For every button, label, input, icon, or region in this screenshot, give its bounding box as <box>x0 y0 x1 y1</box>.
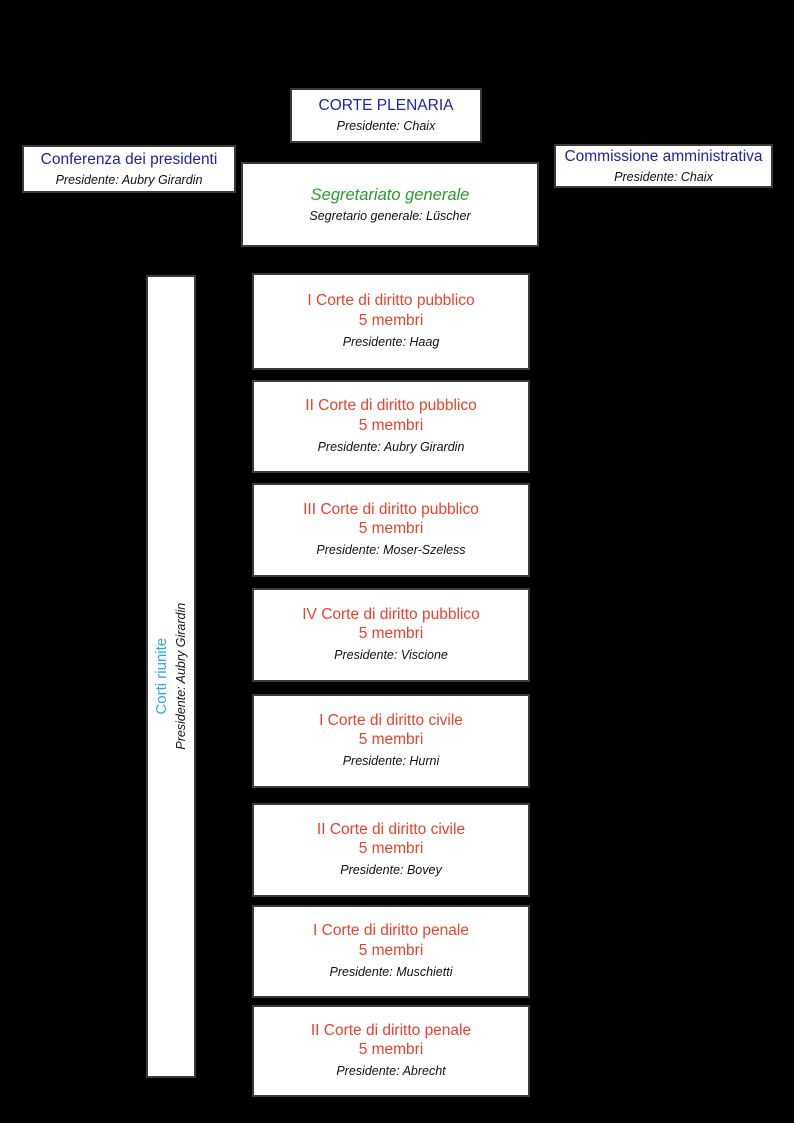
court-box-penal-law-2 <box>252 1005 530 1097</box>
court-members: 5 membri <box>358 625 424 643</box>
court-president: Presidente: Muschietti <box>329 964 453 979</box>
court-box-public-law-3 <box>252 483 530 577</box>
court-members: 5 membri <box>358 416 424 434</box>
court-president: Presidente: Haag <box>342 334 440 349</box>
administrative-commission-title: Commissione amministrativa <box>564 147 763 165</box>
plenary-court-box <box>290 88 482 143</box>
general-secretariat-secretary: Segretario generale: Lüscher <box>309 209 471 224</box>
court-president: Presidente: Moser-Szeless <box>316 543 466 558</box>
court-box-public-law-2 <box>252 380 530 473</box>
court-members: 5 membri <box>358 731 424 749</box>
court-members: 5 membri <box>358 840 424 858</box>
court-president: Presidente: Aubry Girardin <box>317 439 465 454</box>
court-title: II Corte di diritto penale <box>310 1021 472 1039</box>
court-president: Presidente: Abrecht <box>336 1064 446 1079</box>
court-box-public-law-1 <box>252 273 530 370</box>
court-members: 5 membri <box>358 1041 424 1059</box>
general-secretariat-box <box>241 162 539 247</box>
presidents-conference-president: Presidente: Aubry Girardin <box>55 172 203 187</box>
court-box-civil-law-1 <box>252 694 530 788</box>
plenary-court-president: Presidente: Chaix <box>336 119 436 134</box>
court-president: Presidente: Viscione <box>334 648 448 663</box>
joint-courts-president: Presidente: Aubry Girardin <box>173 603 188 750</box>
administrative-commission-president: Presidente: Chaix <box>614 169 713 184</box>
plenary-court-title: CORTE PLENARIA <box>318 97 454 115</box>
court-box-civil-law-2 <box>252 803 530 897</box>
court-members: 5 membri <box>358 941 424 959</box>
joint-courts-rotated-text <box>153 603 189 750</box>
joint-courts-title: Corti riunite <box>152 638 170 715</box>
joint-courts-box <box>146 275 196 1078</box>
administrative-commission-box <box>554 144 773 188</box>
court-title: I Corte di diritto civile <box>319 711 463 729</box>
court-members: 5 membri <box>358 311 424 329</box>
court-title: II Corte di diritto civile <box>316 820 466 838</box>
court-title: IV Corte di diritto pubblico <box>302 605 480 623</box>
court-box-penal-law-1 <box>252 905 530 998</box>
court-president: Presidente: Hurni <box>342 754 440 769</box>
court-title: I Corte di diritto penale <box>313 922 469 940</box>
presidents-conference-box <box>22 145 236 193</box>
presidents-conference-title: Conferenza dei presidenti <box>40 150 218 168</box>
court-president: Presidente: Bovey <box>340 863 442 878</box>
court-title: II Corte di diritto pubblico <box>305 397 477 415</box>
general-secretariat-title: Segretariato generale <box>310 185 470 204</box>
court-title: III Corte di diritto pubblico <box>303 500 479 518</box>
court-box-public-law-4 <box>252 588 530 682</box>
court-members: 5 membri <box>358 520 424 538</box>
court-title: I Corte di diritto pubblico <box>307 292 475 310</box>
